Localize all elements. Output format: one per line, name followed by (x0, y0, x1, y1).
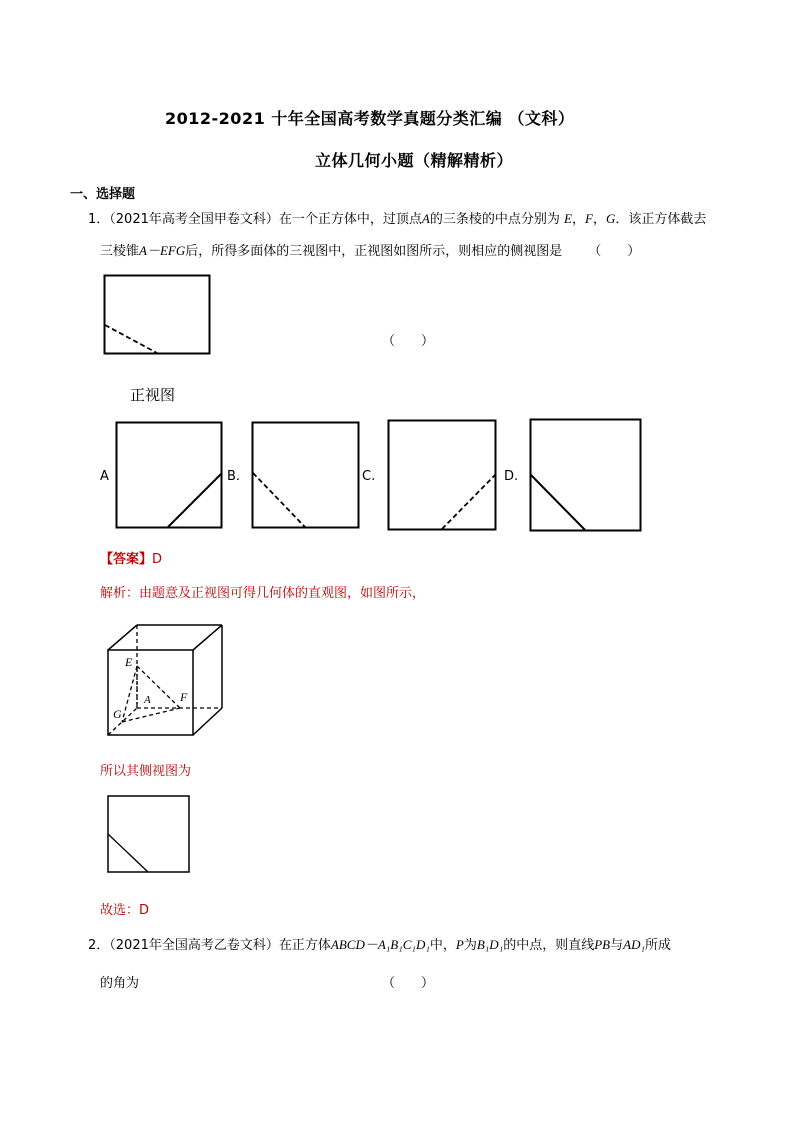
answer-paren: （ ） (588, 244, 641, 259)
question-1-text-b: 的三条棱的中点分别为 (429, 212, 560, 227)
cube-top-right-edge (193, 625, 222, 650)
question-1-number: 1． (88, 212, 110, 227)
side-view-square (108, 796, 189, 872)
page-title: 2012-2021 十年全国高考数学真题分类汇编 （文科） (165, 109, 575, 128)
segment-b1d1: B₁D₁ (476, 937, 504, 952)
answer-line (100, 548, 162, 567)
choice-label: 故选： (100, 903, 140, 918)
question-1-text-c: ．该正方体截去 (615, 212, 707, 227)
var-e: E (564, 211, 572, 226)
cube-diagram (100, 620, 230, 740)
section-heading: 一、选择题 (70, 187, 136, 202)
separator: ， (571, 212, 585, 227)
option-c-square (389, 421, 496, 530)
cube-label-f: F (180, 690, 188, 704)
question-1-line1 (88, 208, 706, 227)
answer-label: 【答案】 (100, 552, 153, 567)
option-c-label: C. (362, 469, 376, 484)
question-1-text-e: 后，所得多面体的三视图中，正视图如图所示，则相应的侧视图是 (185, 244, 563, 259)
question-2-text-e: 与 (610, 938, 624, 953)
var-f: F (584, 211, 593, 226)
front-view-figure (103, 274, 213, 358)
section-edge-gf (122, 708, 180, 722)
choice-value: D (139, 903, 150, 918)
option-a-square (117, 423, 222, 528)
mid-paren: （ ） (382, 334, 435, 349)
question-1-line2 (100, 240, 640, 259)
segment-pb: PB (594, 937, 611, 952)
side-view-text: 所以其侧视图为 (100, 764, 192, 779)
question-2-text-c: 为 (463, 938, 477, 953)
option-d-square (531, 420, 641, 531)
var-a: A (421, 211, 430, 226)
question-2-number: 2． (88, 938, 110, 953)
segment-ad1: AD₁ (623, 937, 645, 952)
question-2-paren: （ ） (382, 976, 435, 991)
front-view-square (105, 276, 210, 354)
cube-label-e: E (125, 655, 133, 669)
analysis-text: 解析：由题意及正视图可得几何体的直观图，如图所示， (100, 586, 426, 601)
separator: ， (592, 212, 606, 227)
cube-bottom-right-edge (193, 708, 222, 735)
option-a-edge (168, 474, 221, 527)
page-subtitle: 立体几何小题（精解精析） (315, 151, 514, 170)
cube-label-a: A (144, 694, 151, 706)
option-c-dashed-edge (442, 475, 495, 529)
side-view-edge (108, 834, 148, 872)
var-p: P (455, 937, 464, 952)
front-view-dashed-edge (105, 325, 157, 353)
cube-label-g: G (113, 707, 122, 721)
option-b-label: B. (227, 469, 241, 484)
option-b-square (253, 423, 359, 528)
question-1-source: （2021年高考全国甲卷文科） (109, 212, 279, 227)
option-b-figure (251, 421, 361, 531)
solid-expression: ABCD－A₁B₁C₁D₁ (330, 937, 430, 952)
side-view-figure (107, 795, 193, 875)
question-2-text-a: 在正方体 (278, 938, 331, 953)
front-view-label: 正视图 (130, 388, 176, 404)
option-a-figure (115, 421, 225, 531)
cube-top-left-edge (108, 625, 137, 650)
option-d-figure (529, 418, 643, 532)
option-d-label: D. (504, 469, 519, 484)
section-edge-eg (122, 666, 137, 722)
option-b-dashed-edge (253, 473, 305, 527)
pyramid-expression: A－EFG (139, 243, 186, 258)
question-2-source: （2021年全国高考乙卷文科） (109, 938, 279, 953)
question-1-text-d: 三棱锥 (100, 244, 140, 259)
answer-value: D (152, 552, 163, 567)
choice-line (100, 899, 149, 918)
question-2-text-b: 中， (429, 938, 456, 953)
question-2-text-f: 所成 (645, 938, 672, 953)
question-2-line2: 的角为 (100, 976, 140, 991)
option-a-label: A (100, 469, 109, 484)
option-c-figure (387, 419, 499, 531)
question-2-line1 (88, 934, 671, 953)
question-1-text-a: 在一个正方体中，过顶点 (278, 212, 422, 227)
question-2-text-d: 的中点，则直线 (503, 938, 595, 953)
option-d-edge (531, 475, 585, 530)
var-g: G (605, 211, 616, 226)
